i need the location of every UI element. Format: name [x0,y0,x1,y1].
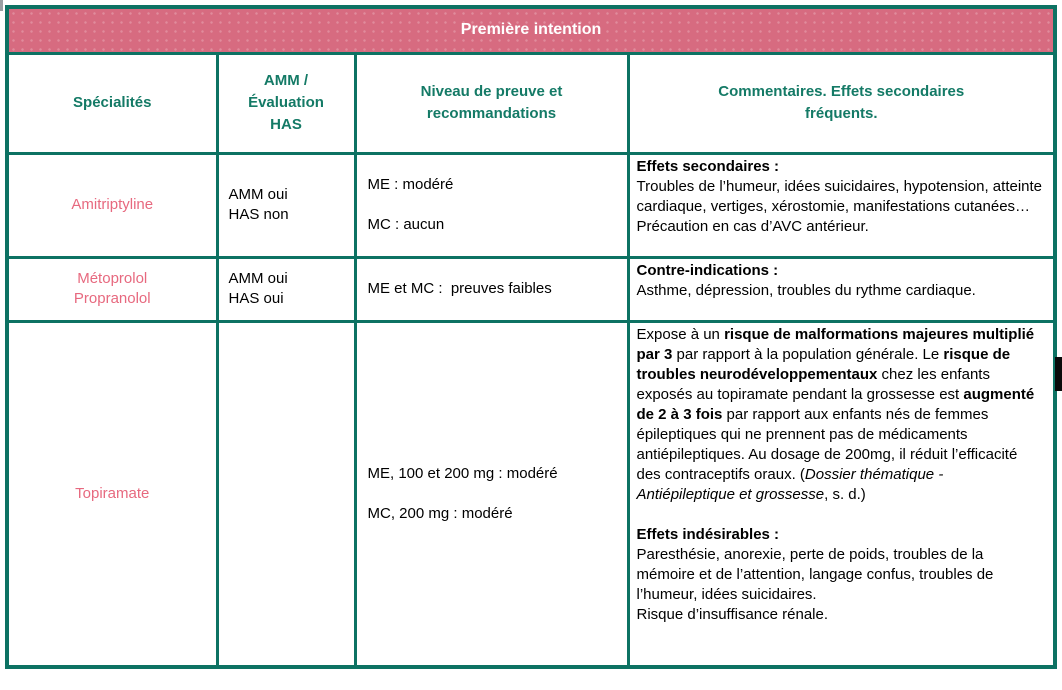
cell-niveau-preuve [355,153,628,257]
text-line: MC : aucun [367,216,445,233]
col-header-amm-has [217,53,355,153]
cell-commentaires [628,153,1055,257]
edge-artifact [0,0,3,11]
text-line: Métoprolol [77,270,148,287]
text-segment: Expose à un [636,325,725,343]
table-title: Première intention [460,21,602,39]
text-paragraph [637,157,1046,177]
text-line: Propranolol [73,290,151,307]
text-segment: risque de troubles neurodéveloppementaux [636,345,1015,383]
text-segment: chez les enfants exposés au topiramate pendant la grossesse est [636,365,995,403]
text-line: HAS non [228,206,289,223]
title-row [7,7,1055,53]
col-header-niveau-preuve [355,53,628,153]
text-segment: augmenté de 2 à 3 fois [636,385,1039,423]
text-line: fréquents. [805,105,878,122]
text-segment: risque de malformations majeures multiplié par 3 [636,325,1039,363]
cell-niveau-preuve [355,321,628,667]
text-line [368,484,619,504]
text-line: ME et MC : preuves faibles [367,280,552,297]
text-line: Commentaires. Effets secondaires [718,83,965,100]
cell-niveau-preuve [355,257,628,321]
text-segment: , s. d.) [824,485,866,503]
text-paragraph [637,281,1046,301]
text-line: AMM / [263,72,309,89]
text-line: AMM oui [228,186,288,203]
text-segment: par rapport à la population générale. Le [672,345,944,363]
text-paragraph [637,261,1046,281]
text-paragraph [637,545,1046,605]
text-line: ME, 100 et 200 mg : modéré [367,464,558,482]
cell-amm-has [217,257,355,321]
text-line: Spécialités [73,94,152,111]
text-line: HAS [270,116,302,133]
cell-specialite [7,257,217,321]
text-segment: par rapport aux enfants nés de femmes épileptiques qui ne prennent pas de médicaments antiépileptiques. Au dosage de 200mg, il réduit l’efficacité des contraceptifs oraux. ( [636,405,1022,483]
text-line: Topiramate [75,484,150,502]
text-line: Amitriptyline [71,196,154,213]
text-line: ME : modéré [367,176,454,193]
text-line: Niveau de preuve et [420,83,563,100]
table-row-metoprolol-propranolol [7,257,1055,321]
cell-specialite [7,153,217,257]
text-line: AMM oui [228,270,288,287]
text-paragraph [637,177,1046,217]
text-paragraph [637,325,1046,505]
table-row-topiramate [7,321,1055,667]
text-paragraph [637,505,1046,525]
col-header-specialites [7,53,217,153]
text-line: MC, 200 mg : modéré [367,504,513,522]
text-paragraph [637,605,1046,625]
cell-specialite [7,321,217,667]
text-line: Évaluation [248,94,324,111]
column-header-row [7,53,1055,153]
text-segment: Effets indésirables : [636,525,780,543]
text-paragraph [637,217,1046,237]
text-segment: Contre-indications : [636,261,779,279]
cell-commentaires [628,321,1055,667]
premiere-intention-table [5,5,1057,669]
col-header-commentaires [628,53,1055,153]
text-segment: Effets secondaires : [636,157,780,175]
cell-commentaires [628,257,1055,321]
table-row-amitriptyline [7,153,1055,257]
table-title-banner [7,7,1055,53]
text-segment: Asthme, dépression, troubles du rythme cardiaque. [636,281,976,299]
text-line: recommandations [426,105,557,122]
cell-amm-has [217,153,355,257]
text-segment: Paresthésie, anorexie, perte de poids, troubles de la mémoire et de l’attention, langage confus, troubles de l’humeur, idées suicidaires. [636,545,998,603]
cell-amm-has [217,321,355,667]
text-line: HAS oui [228,290,284,307]
text-segment: Dossier thématique - Antiépileptique et grossesse [636,465,947,503]
text-line [368,195,619,215]
scrollbar-thumb[interactable] [1055,357,1062,391]
text-segment: Précaution en cas d’AVC antérieur. [636,217,869,235]
text-segment: Risque d’insuffisance rénale. [636,605,829,623]
text-paragraph [637,525,1046,545]
text-segment: Troubles de l’humeur, idées suicidaires, hypotension, atteinte cardiaque, vertiges, xérostomie, manifestations cutanées… [636,177,1047,215]
